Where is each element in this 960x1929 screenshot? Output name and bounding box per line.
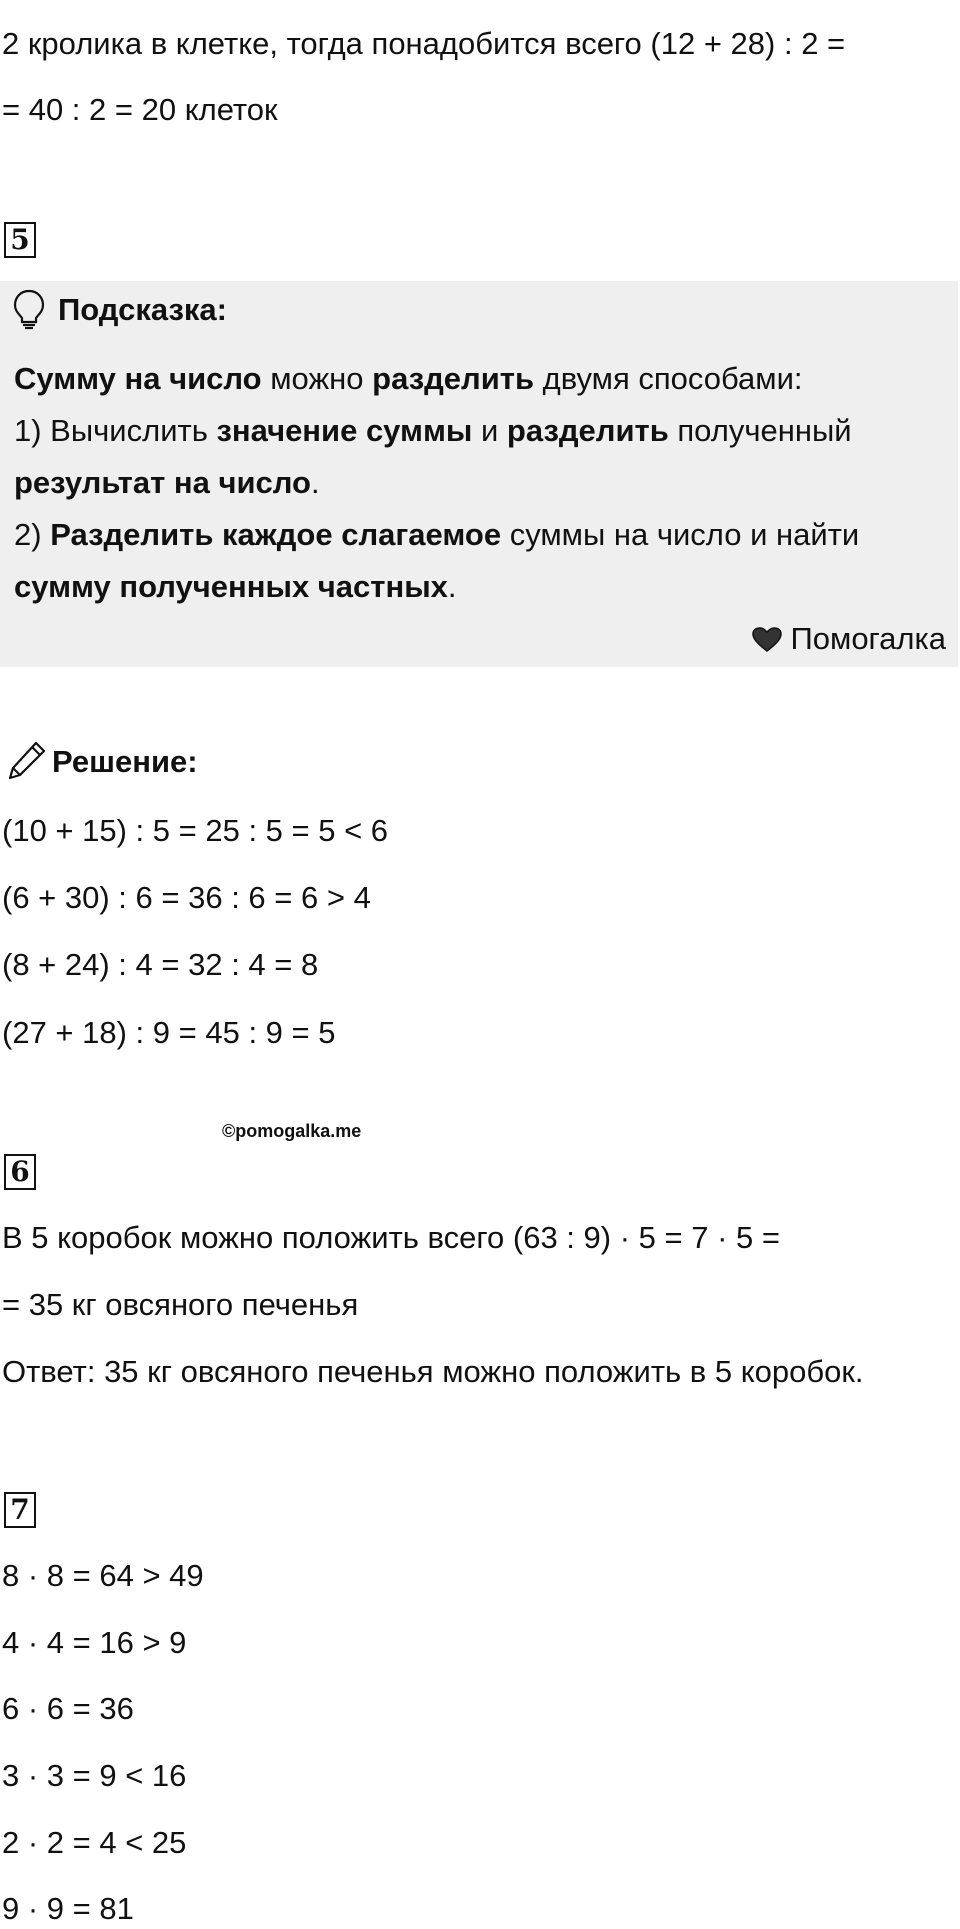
hint-bold: сумму полученных частных <box>14 569 448 604</box>
intro-line-2: = 40 : 2 = 20 клеток <box>2 92 278 127</box>
task7-line: 2 · 2 = 4 < 25 <box>2 1825 187 1860</box>
hint-paragraph-4 <box>14 515 859 555</box>
solution-line: (10 + 15) : 5 = 25 : 5 = 5 < 6 <box>2 813 389 848</box>
task-number-6: 6 <box>4 1154 36 1190</box>
solution-title: Решение: <box>52 744 198 779</box>
hint-text: суммы на число и найти <box>501 517 860 552</box>
task6-line: = 35 кг овсяного печенья <box>2 1287 359 1322</box>
pencil-icon <box>6 739 48 781</box>
hint-text: 2) <box>14 517 51 552</box>
hint-text: и <box>472 413 507 448</box>
hint-paragraph-5 <box>14 567 457 607</box>
signature-text: Помогалка <box>790 621 946 656</box>
hint-text: можно <box>261 361 373 396</box>
task7-line: 4 · 4 = 16 > 9 <box>2 1625 187 1660</box>
solution-line: (6 + 30) : 6 = 36 : 6 = 6 > 4 <box>2 880 371 915</box>
hint-bold: Сумму на число <box>14 361 262 396</box>
hint-text: полученный <box>668 413 852 448</box>
intro-line-1: 2 кролика в клетке, тогда понадобится всего (12 + 28) : 2 = <box>2 26 846 61</box>
watermark: ©pomogalka.me <box>222 1121 362 1141</box>
task6-answer: Ответ: 35 кг овсяного печенья можно положить в 5 коробок. <box>2 1354 864 1389</box>
hint-text: . <box>447 569 457 604</box>
hint-paragraph-1 <box>14 359 803 399</box>
hint-text: . <box>310 465 320 500</box>
hint-bold: значение суммы <box>216 413 473 448</box>
task7-line: 8 · 8 = 64 > 49 <box>2 1558 204 1593</box>
hint-paragraph-3 <box>14 463 320 503</box>
hint-title: Подсказка: <box>58 292 227 327</box>
task7-line: 6 · 6 = 36 <box>2 1691 134 1726</box>
solution-line: (8 + 24) : 4 = 32 : 4 = 8 <box>2 947 319 982</box>
hint-text: 1) Вычислить <box>14 413 217 448</box>
heart-icon <box>752 627 782 653</box>
task7-line: 3 · 3 = 9 < 16 <box>2 1758 187 1793</box>
hint-bold: разделить <box>506 413 669 448</box>
hint-text: двумя способами: <box>534 361 803 396</box>
task6-line: В 5 коробок можно положить всего (63 : 9) · 5 = 7 · 5 = <box>2 1220 780 1255</box>
hint-paragraph-2 <box>14 411 852 451</box>
hint-bold: разделить <box>372 361 535 396</box>
hint-bold: Разделить каждое слагаемое <box>50 517 502 552</box>
lightbulb-icon <box>12 288 46 330</box>
task7-line: 9 · 9 = 81 <box>2 1891 134 1926</box>
hint-bold: результат на число <box>14 465 311 500</box>
hint-signature <box>752 619 946 659</box>
solution-line: (27 + 18) : 9 = 45 : 9 = 5 <box>2 1015 336 1050</box>
task-number-7: 7 <box>4 1492 36 1528</box>
task-number-5: 5 <box>4 222 36 258</box>
